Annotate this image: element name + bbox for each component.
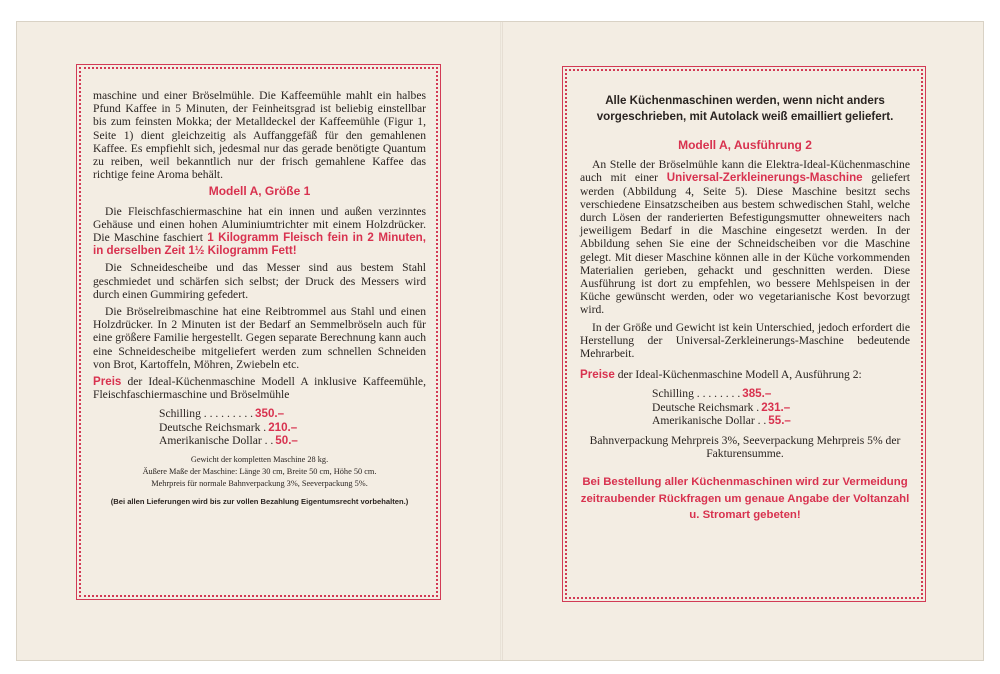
- meat-grinder-text: Die Fleischfaschiermaschine hat ein innen und außen verzinntes Gehäuse und einen hohen Aluminiumtrichter mit einem Holzdrücker. Die Maschine faschiert: [93, 204, 426, 245]
- blade-paragraph: Die Schneidescheibe und das Messer sind aus bestem Stahl geschmiedet und schärfen sich selbst; der Druck des Messers wird durch einen Gummiring gefedert.: [93, 261, 426, 301]
- dimensions-note: Äußere Maße der Maschine: Länge 30 cm, Breite 50 cm, Höhe 50 cm.: [142, 466, 377, 476]
- enamel-notice: Alle Küchenmaschinen werden, wenn nicht anders vorgeschrieben, mit Autolack weiß emailliert geliefert.: [596, 94, 894, 123]
- ordering-notice: Bei Bestellung aller Küchenmaschinen wird zur Vermeidung zeitraubender Rückfragen um genaue Angabe der Voltanzahl u. Stromart gebeten!: [580, 476, 910, 522]
- price-description: der Ideal-Küchenmaschine Modell A inklusive Kaffeemühle, Fleischfaschiermaschine und Bröselmühle: [93, 375, 426, 402]
- price-row-dollar: Amerikanische Dollar . . 50.–: [159, 434, 298, 448]
- model-a-version-2-heading: Modell A, Ausführung 2: [678, 138, 812, 152]
- price-row-schilling: Schilling . . . . . . . . 385.–: [652, 387, 772, 401]
- right-price-paragraph: Preise der Ideal-Küchenmaschine Modell A, Ausführung 2:: [580, 368, 862, 382]
- packaging-surcharge-note: Mehrpreis für normale Bahnverpackung 3%, Seeverpackung 5%.: [151, 478, 368, 488]
- weight-note: Gewicht der kompletten Maschine 28 kg.: [190, 454, 329, 464]
- price-row-reichsmark: Deutsche Reichsmark . 231.–: [652, 400, 791, 414]
- prices-word: Preise: [580, 368, 615, 382]
- right-price-table: [652, 387, 910, 428]
- price-row-schilling: Schilling . . . . . . . . . 350.–: [159, 407, 285, 421]
- right-surcharge-note: Bahnverpackung Mehrpreis 3%, Seeverpackung Mehrpreis 5% der Fakturensumme.: [589, 433, 901, 461]
- size-weight-paragraph: In der Größe und Gewicht ist kein Unterschied, jedoch erfordert die Herstellung der Universal-Zerkleinerungs-Maschine bedeutende Mehrarbeit.: [580, 320, 910, 361]
- universal-machine-paragraph: An Stelle der Bröselmühle kann die Elektra-Ideal-Küchenmaschine auch mit einer Universal-Zerkleinerungs-Maschine geliefert werden (Abbildung 4, Seite 5). Diese Maschine besitzt sechs verschiedene Einsatzscheiben aus bestem schwedischen Stahl, welche durch Lösen der randerierten Befestigungsmutter ohneweiters nach jeweiligem Bedarf in die Maschine eingesetzt werden. In der Abbildung sehen Sie eine der Schneidscheiben vor die Maschine gelegt. Mit dieser Maschine können alle in der Küche vorkommenden Materialien gerieben, gehackt und geschnitten werden. Diese Ausführung ist dort zu empfehlen, wo bessere Mehlspeisen in der Küche gewünscht werden, oder wo vegetarianische Kost bevorzugt wird.: [580, 158, 910, 317]
- coffee-mill-paragraph: maschine und einer Bröselmühle. Die Kaffeemühle mahlt ein halbes Pfund Kaffee in 5 Minuten, der Feinheitsgrad ist beliebig einstellbar bis zum feinsten Mokka; der Metalldeckel der Kaffeemühle (Figur 1, Seite 1) dient gleichzeitig als Auffanggefäß für den gemahlenen Kaffee. Es empfiehlt sich, jedesmal nur das gerade benötigte Quantum zu reiben, weil bekanntlich nur der frisch gemahlene Kaffee das richtige feine Aroma behält.: [93, 89, 426, 182]
- left-price-table: [159, 407, 426, 448]
- price-row-reichsmark: Deutsche Reichsmark . 210.–: [159, 420, 298, 434]
- price-word: Preis: [93, 375, 122, 389]
- left-page-text: [93, 89, 426, 512]
- crumb-grater-paragraph: Die Bröselreibmaschine hat eine Reibtrommel aus Stahl und einen Holzdrücker. In 2 Minuten ist der Bedarf an Semmelbröseln auch für eine größere Familie hergestellt. Gegen separate Berechnung kann auch eine Schneidescheibe mitgeliefert werden zum schnellen Schneiden von Brot, Kartoffeln, Möhren, Zwiebeln etc.: [93, 305, 426, 371]
- meat-grinder-paragraph: [93, 205, 426, 258]
- universal-machine-highlight: Universal-Zerkleinerungs-Maschine: [666, 171, 863, 185]
- ownership-note: (Bei allen Lieferungen wird bis zur vollen Bezahlung Eigentumsrecht vorbehalten.): [110, 496, 409, 506]
- price-row-dollar: Amerikanische Dollar . . 55.–: [652, 414, 791, 428]
- right-page-text: [580, 93, 910, 528]
- meat-grinder-highlight: 1 Kilogramm Fleisch fein in 2 Minuten, in derselben Zeit 1½ Kilogramm Fett!: [93, 231, 426, 258]
- model-a-size-1-heading: Modell A, Größe 1: [208, 184, 311, 199]
- price-paragraph: [93, 375, 426, 401]
- center-fold: [500, 22, 503, 660]
